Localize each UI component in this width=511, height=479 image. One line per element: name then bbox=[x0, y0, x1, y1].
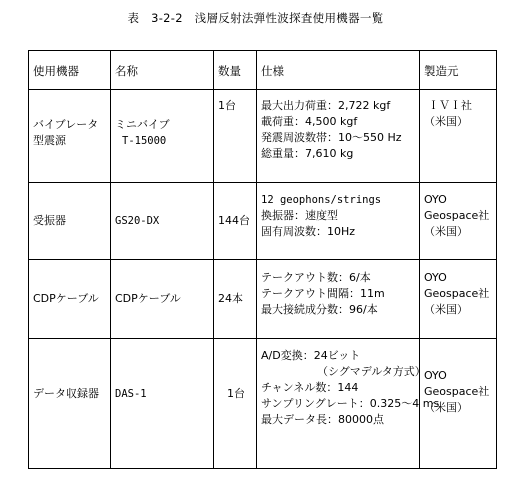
spec-line: 発震周波数帯：10～550 Hz bbox=[261, 131, 402, 144]
spec-line: 最大接続成分数：96/本 bbox=[261, 303, 378, 316]
equipment-cell: データ収録器 bbox=[33, 387, 99, 400]
equipment-cell bbox=[33, 117, 98, 149]
header-spec: 仕様 bbox=[261, 64, 284, 78]
header-maker: 製造元 bbox=[424, 64, 459, 78]
name-cell: CDPケーブル bbox=[115, 292, 181, 305]
maker-line: ＩＶＩ社 bbox=[428, 99, 472, 112]
maker-line: Geospace社 bbox=[424, 209, 490, 222]
spec-line: 固有周波数：10Hz bbox=[261, 225, 356, 238]
maker-line: OYO bbox=[424, 369, 447, 382]
equipment-cell: 受振器 bbox=[33, 214, 66, 227]
spec-line: 換振器：速度型 bbox=[261, 209, 338, 222]
maker-line: Geospace社 bbox=[424, 287, 490, 300]
table-title: 表 3-2-2 浅層反射法弾性波探査使用機器一覧 bbox=[127, 11, 384, 25]
name-cell: DAS-1 bbox=[115, 388, 147, 400]
maker-line: OYO bbox=[424, 193, 447, 206]
maker-line: （米国） bbox=[424, 115, 468, 128]
maker-line: （米国） bbox=[424, 303, 468, 316]
equipment-table bbox=[28, 50, 497, 469]
quantity-cell: 24本 bbox=[218, 292, 243, 305]
equipment-line: 型震源 bbox=[33, 134, 66, 147]
spec-line: 載荷重：4,500 kgf bbox=[261, 115, 358, 128]
quantity-cell: 1台 bbox=[227, 387, 245, 400]
maker-cell bbox=[424, 98, 472, 130]
name-cell: GS20-DX bbox=[115, 215, 160, 227]
spec-line: 12 geophons/strings bbox=[261, 194, 382, 206]
spec-line: チャンネル数：144 bbox=[261, 381, 359, 394]
spec-cell bbox=[261, 270, 385, 318]
spec-line: （シグマデルタ方式） bbox=[317, 365, 426, 378]
spec-cell bbox=[261, 98, 402, 162]
quantity-cell: 144台 bbox=[218, 214, 250, 227]
maker-line: Geospace社 bbox=[424, 385, 490, 398]
spec-cell bbox=[261, 192, 381, 240]
equipment-cell: CDPケーブル bbox=[33, 292, 99, 305]
maker-line: （米国） bbox=[424, 401, 468, 414]
maker-cell bbox=[424, 270, 489, 318]
header-name: 名称 bbox=[115, 64, 138, 78]
maker-cell bbox=[424, 192, 489, 240]
maker-line: （米国） bbox=[424, 225, 468, 238]
spec-line: サンプリングレート：0.325～4 ms bbox=[261, 397, 440, 410]
name-cell bbox=[115, 117, 170, 149]
spec-cell bbox=[261, 348, 439, 428]
spec-line: 最大データ長：80000点 bbox=[261, 413, 384, 426]
quantity-cell: 1台 bbox=[218, 99, 236, 112]
maker-cell bbox=[424, 368, 489, 416]
spec-line: テークアウト間隔：11m bbox=[261, 287, 385, 300]
header-equipment: 使用機器 bbox=[33, 64, 79, 78]
spec-line: A/D変換：24ビット bbox=[261, 349, 361, 362]
name-line: T-15000 bbox=[122, 135, 167, 147]
maker-line: OYO bbox=[424, 271, 447, 284]
name-line: ミニバイブ bbox=[115, 118, 170, 131]
header-quantity: 数量 bbox=[218, 64, 241, 78]
spec-line: 最大出力荷重：2,722 kgf bbox=[261, 99, 391, 112]
spec-line: テークアウト数：6/本 bbox=[261, 271, 371, 284]
equipment-line: バイブレータ bbox=[33, 118, 99, 131]
spec-line: 総重量：7,610 kg bbox=[261, 147, 354, 160]
